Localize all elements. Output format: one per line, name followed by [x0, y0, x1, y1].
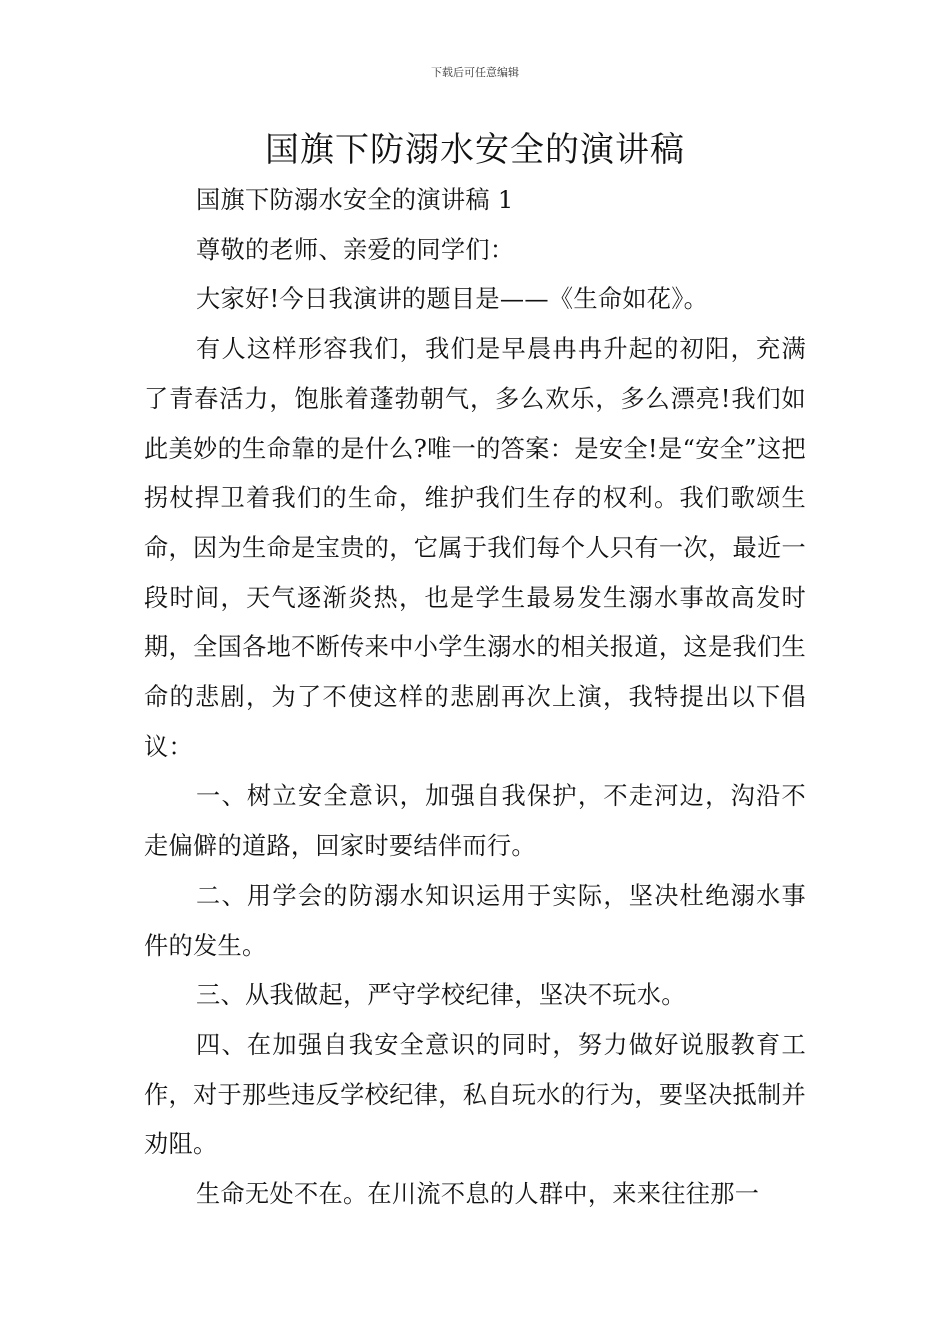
proposal-item-1: 一、树立安全意识，加强自我保护，不走河边，沟沿不走偏僻的道路，回家时要结伴而行。 — [144, 782, 806, 861]
salutation-paragraph: 尊敬的老师、亲爱的同学们： — [196, 235, 515, 264]
greeting-paragraph: 大家好!今日我演讲的题目是——《生命如花》。 — [196, 285, 709, 314]
proposal-item-3: 三、从我做起，严守学校纪律，坚决不玩水。 — [196, 981, 686, 1010]
document-title: 国旗下防溺水安全的演讲稿 — [265, 130, 685, 170]
body-paragraph: 生命无处不在。在川流不息的人群中，来来往往那一 — [196, 1180, 760, 1209]
proposal-item-4: 四、在加强自我安全意识的同时，努力做好说服教育工作，对于那些违反学校纪律，私自玩水的行为，要坚决抵制并劝阻。 — [144, 1030, 806, 1159]
document-body — [144, 176, 806, 1220]
proposal-item-2: 二、用学会的防溺水知识运用于实际，坚决杜绝溺水事件的发生。 — [144, 881, 806, 960]
body-paragraph: 有人这样形容我们，我们是早晨冉冉升起的初阳，充满了青春活力，饱胀着蓬勃朝气，多么欢乐，多么漂亮!我们如此美妙的生命靠的是什么?唯一的答案：是安全!是“安全”这把拐杖捍卫着我们的生命，维护我们生存的权利。我们歌颂生命，因为生命是宝贵的，它属于我们每个人只有一次，最近一段时间，天气逐渐炎热，也是学生最易发生溺水事故高发时期，全国各地不断传来中小学生溺水的相关报道，这是我们生命的悲剧，为了不使这样的悲剧再次上演，我特提出以下倡议： — [144, 335, 806, 761]
subtitle-paragraph: 国旗下防溺水安全的演讲稿 1 — [196, 186, 514, 214]
header-note: 下载后可任意编辑 — [431, 66, 519, 79]
